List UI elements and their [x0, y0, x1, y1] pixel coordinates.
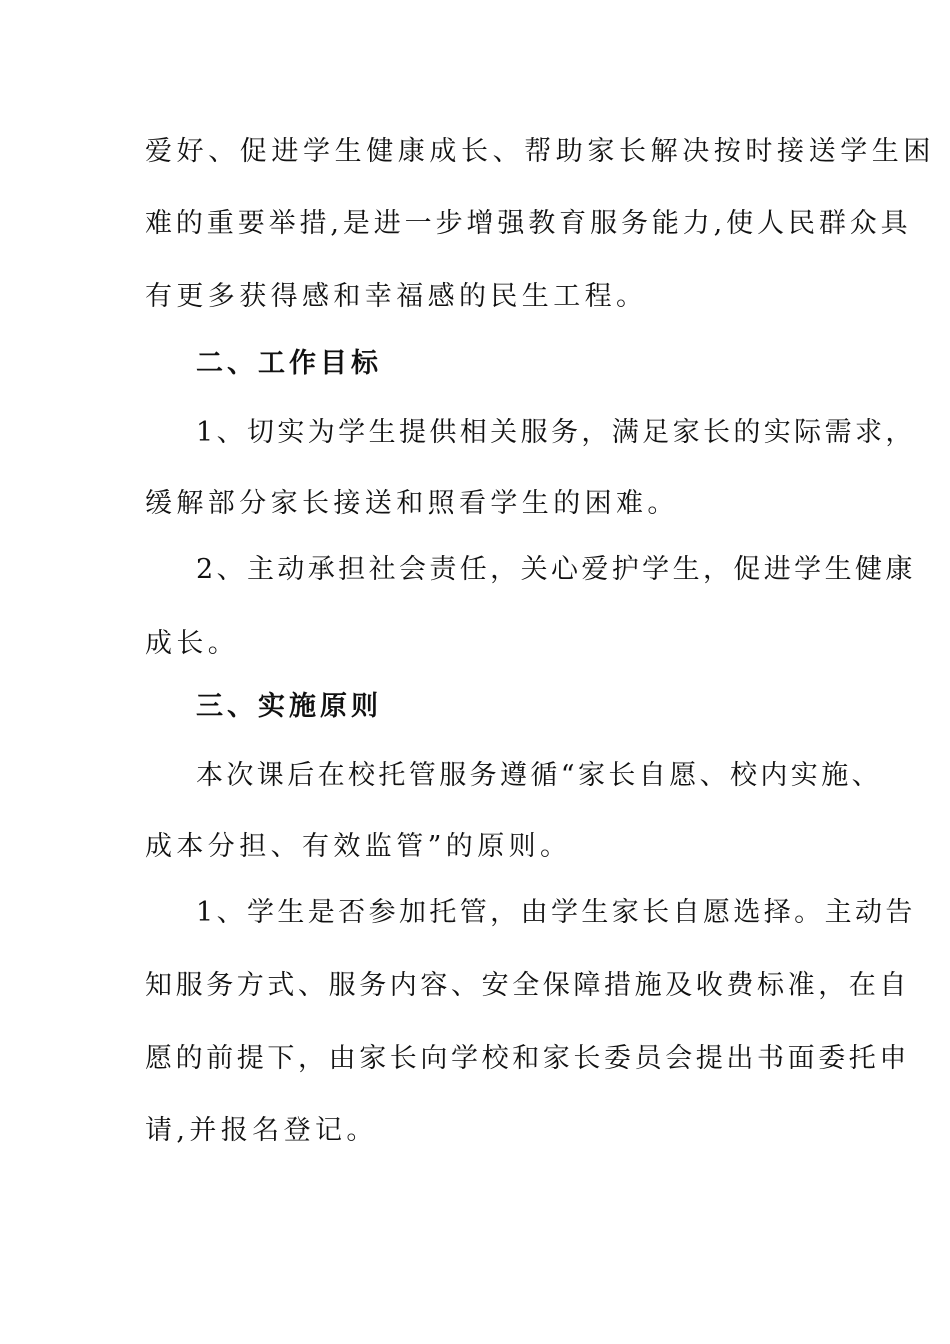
body-text-line: 有更多获得感和幸福感的民生工程。 [145, 281, 648, 312]
body-text-line: 愿的前提下，由家长向学校和家长委员会提出书面委托申 [145, 1043, 910, 1074]
body-text-line: 请,并报名登记。 [145, 1115, 378, 1146]
body-text-line: 成本分担、有效监管”的原则。 [145, 831, 572, 862]
body-text-line: 2、主动承担社会责任，关心爱护学生，促进学生健康 [196, 554, 916, 585]
body-text-line: 难的重要举措,是进一步增强教育服务能力,使人民群众具 [145, 208, 912, 239]
body-text-line: 1、学生是否参加托管，由学生家长自愿选择。主动告 [196, 897, 916, 928]
body-text-line: 爱好、促进学生健康成长、帮助家长解决按时接送学生困 [145, 136, 935, 167]
body-text-line: 本次课后在校托管服务遵循“家长自愿、校内实施、 [196, 760, 883, 791]
body-text-line: 知服务方式、服务内容、安全保障措施及收费标准，在自 [145, 970, 910, 1001]
body-text-line: 缓解部分家长接送和照看学生的困难。 [145, 488, 679, 519]
section-heading-goals: 二、工作目标 [196, 348, 382, 379]
body-text-line: 1、切实为学生提供相关服务，满足家长的实际需求， [196, 417, 916, 448]
section-heading-principles: 三、实施原则 [196, 691, 382, 722]
body-text-line: 成长。 [145, 628, 240, 659]
